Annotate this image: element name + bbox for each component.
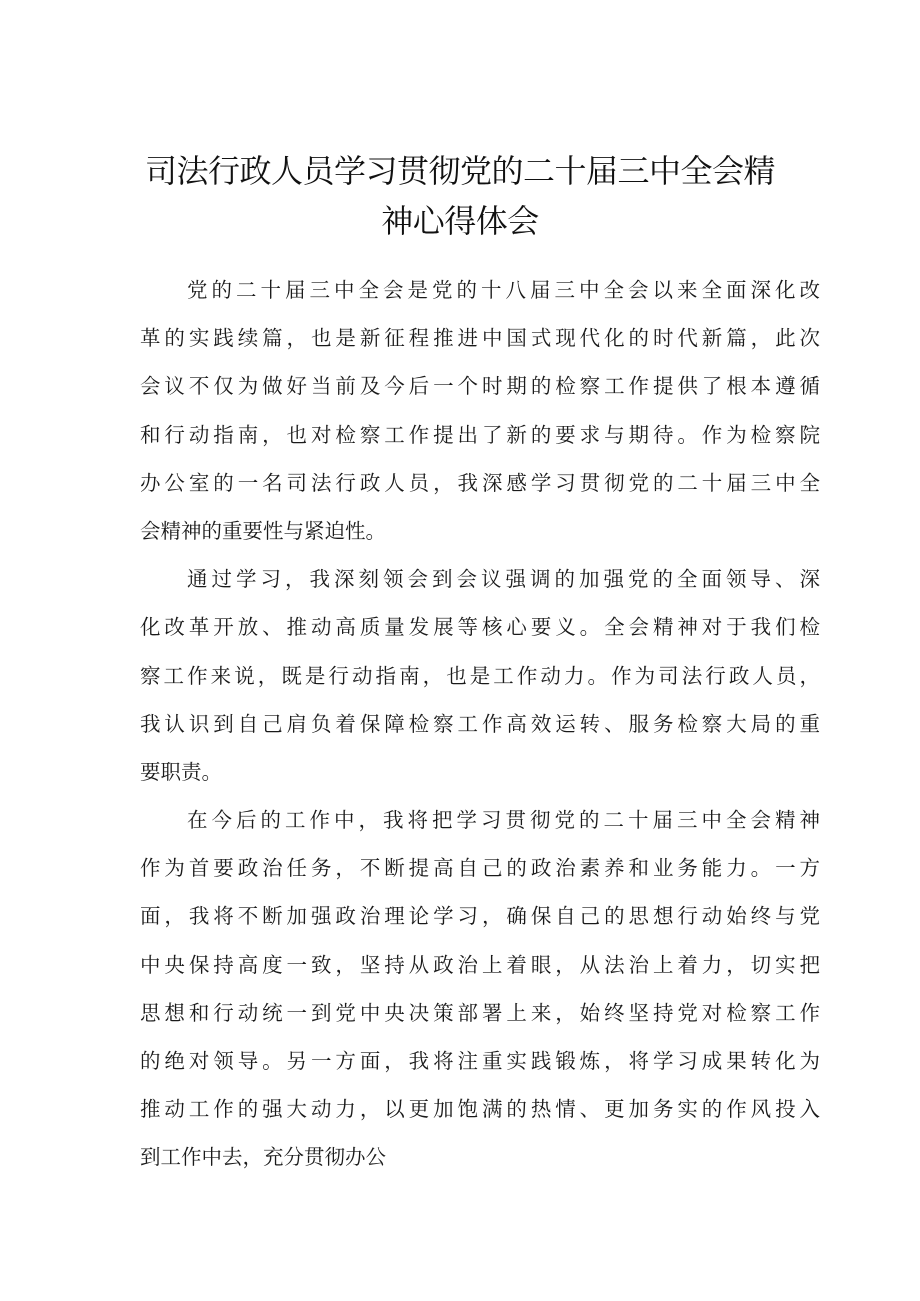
paragraph-3-line-6: 的绝对领导。另一方面，我将注重实践锻炼，将学习成果转化为 — [140, 1049, 820, 1073]
paragraph-3-line-5: 思想和行动统一到党中央决策部署上来，始终坚持党对检察工作 — [140, 1000, 820, 1025]
paragraph-3-line-8: 到工作中去，充分贯彻办公 — [140, 1145, 386, 1170]
paragraph-2-line-1: 通过学习，我深刻领会到会议强调的加强党的全面领导、深 — [187, 567, 820, 592]
paragraph-2-line-3: 察工作来说，既是行动指南，也是工作动力。作为司法行政人员， — [140, 663, 820, 688]
paragraph-1-line-1: 党的二十届三中全会是党的十八届三中全会以来全面深化改 — [187, 278, 820, 302]
paragraph-3-line-7: 推动工作的强大动力，以更加饱满的热情、更加务实的作风投入 — [140, 1097, 820, 1122]
paragraph-1-line-3: 会议不仅为做好当前及今后一个时期的检察工作提供了根本遵循 — [140, 374, 820, 399]
paragraph-2-line-5: 要职责。 — [140, 759, 222, 784]
paragraph-1-line-6: 会精神的重要性与紧迫性。 — [140, 518, 386, 543]
paragraph-2-line-4: 我认识到自己肩负着保障检察工作高效运转、服务检察大局的重 — [140, 711, 820, 736]
document-body — [140, 266, 820, 1182]
paragraph-3-line-3: 面，我将不断加强政治理论学习，确保自己的思想行动始终与党 — [140, 904, 820, 929]
document-title — [100, 146, 820, 246]
paragraph-1-line-2: 革的实践续篇，也是新征程推进中国式现代化的时代新篇，此次 — [140, 326, 820, 351]
title-line-2: 神心得体会 — [381, 202, 539, 240]
paragraph-1-line-4: 和行动指南，也对检察工作提出了新的要求与期待。作为检察院 — [140, 422, 820, 447]
paragraph-3-line-4: 中央保持高度一致，坚持从政治上着眼，从法治上着力，切实把 — [140, 952, 820, 977]
title-line-1: 司法行政人员学习贯彻党的二十届三中全会精 — [144, 152, 775, 190]
paragraph-2-line-2: 化改革开放、推动高质量发展等核心要义。全会精神对于我们检 — [140, 615, 820, 640]
paragraph-3-line-1: 在今后的工作中，我将把学习贯彻党的二十届三中全会精神 — [187, 808, 820, 833]
paragraph-3-line-2: 作为首要政治任务，不断提高自己的政治素养和业务能力。一方 — [140, 856, 820, 881]
paragraph-1-line-5: 办公室的一名司法行政人员，我深感学习贯彻党的二十届三中全 — [140, 470, 820, 495]
